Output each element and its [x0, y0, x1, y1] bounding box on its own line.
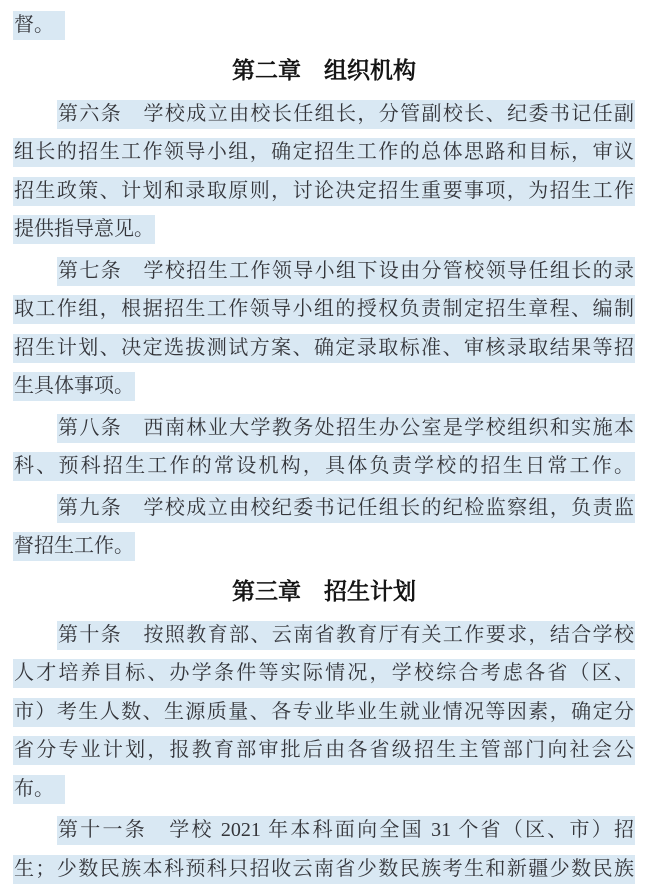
highlight-trailing-space: [45, 775, 65, 804]
text-line: [13, 329, 635, 368]
highlighted-text: 第十一条 学校 2021 年本科面向全国 31 个省（区、市）招: [57, 816, 635, 845]
text-line: [13, 252, 635, 291]
text-line: [13, 172, 635, 211]
highlighted-text: 市）考生人数、生源质量、各专业毕业生就业情况等因素，确定分: [13, 698, 635, 727]
text-line: [13, 210, 635, 249]
chapter-3-heading: 第三章 招生计划: [13, 572, 635, 612]
text-line: [13, 693, 635, 732]
text-line: [13, 850, 635, 888]
paragraph-article-8: [13, 409, 635, 486]
text-line: [13, 367, 635, 406]
text-line: [13, 290, 635, 329]
text-line: [13, 409, 635, 448]
highlighted-text: 生；少数民族本科预科只招收云南省少数民族考生和新疆少数民族: [13, 855, 635, 884]
highlighted-text: 提供指导意见。: [13, 215, 155, 244]
highlighted-text: 第十条 按照教育部、云南省教育厅有关工作要求，结合学校: [57, 621, 635, 650]
highlighted-text: 督。: [13, 11, 45, 40]
text-line: [13, 95, 635, 134]
paragraph-article-10: [13, 616, 635, 809]
text-line: [13, 133, 635, 172]
highlighted-text: 第九条 学校成立由校纪委书记任组长的纪检监察组，负责监: [57, 494, 635, 523]
highlight-trailing-space: [45, 11, 65, 40]
paragraph-article-9: [13, 489, 635, 566]
highlighted-text: 督招生工作。: [13, 532, 135, 561]
text-line: [13, 447, 635, 486]
highlighted-text: 生具体事项。: [13, 372, 135, 401]
highlighted-text: 省分专业计划，报教育部审批后由各省级招生主管部门向社会公: [13, 736, 635, 765]
paragraph-carryover: [13, 6, 635, 45]
text-line: [13, 489, 635, 528]
chapter-2-heading: 第二章 组织机构: [13, 51, 635, 91]
highlighted-text: 第八条 西南林业大学教务处招生办公室是学校组织和实施本: [57, 414, 635, 443]
highlighted-text: 第六条 学校成立由校长任组长，分管副校长、纪委书记任副: [57, 100, 635, 129]
highlighted-text: 招生计划、决定选拔测试方案、确定录取标准、审核录取结果等招: [13, 334, 635, 363]
paragraph-article-6: [13, 95, 635, 249]
paragraph-article-7: [13, 252, 635, 406]
highlighted-text: 招生政策、计划和录取原则，讨论决定招生重要事项，为招生工作: [13, 177, 635, 206]
highlighted-text: 第七条 学校招生工作领导小组下设由分管校领导任组长的录: [57, 257, 635, 286]
highlighted-text: 科、预科招生工作的常设机构，具体负责学校的招生日常工作。: [13, 452, 635, 481]
highlighted-text: 布。: [13, 775, 45, 804]
text-line: [13, 527, 635, 566]
text-line: [13, 654, 635, 693]
text-line: [13, 616, 635, 655]
highlighted-text: 取工作组，根据招生工作领导小组的授权负责制定招生章程、编制: [13, 295, 635, 324]
highlighted-text: 组长的招生工作领导小组，确定招生工作的总体思路和目标，审议: [13, 138, 635, 167]
text-line: [13, 811, 635, 850]
text-line: [13, 770, 635, 809]
highlighted-text: 人才培养目标、办学条件等实际情况，学校综合考虑各省（区、: [13, 659, 635, 688]
paragraph-article-11: [13, 811, 635, 888]
text-line: [13, 6, 635, 45]
text-line: [13, 731, 635, 770]
